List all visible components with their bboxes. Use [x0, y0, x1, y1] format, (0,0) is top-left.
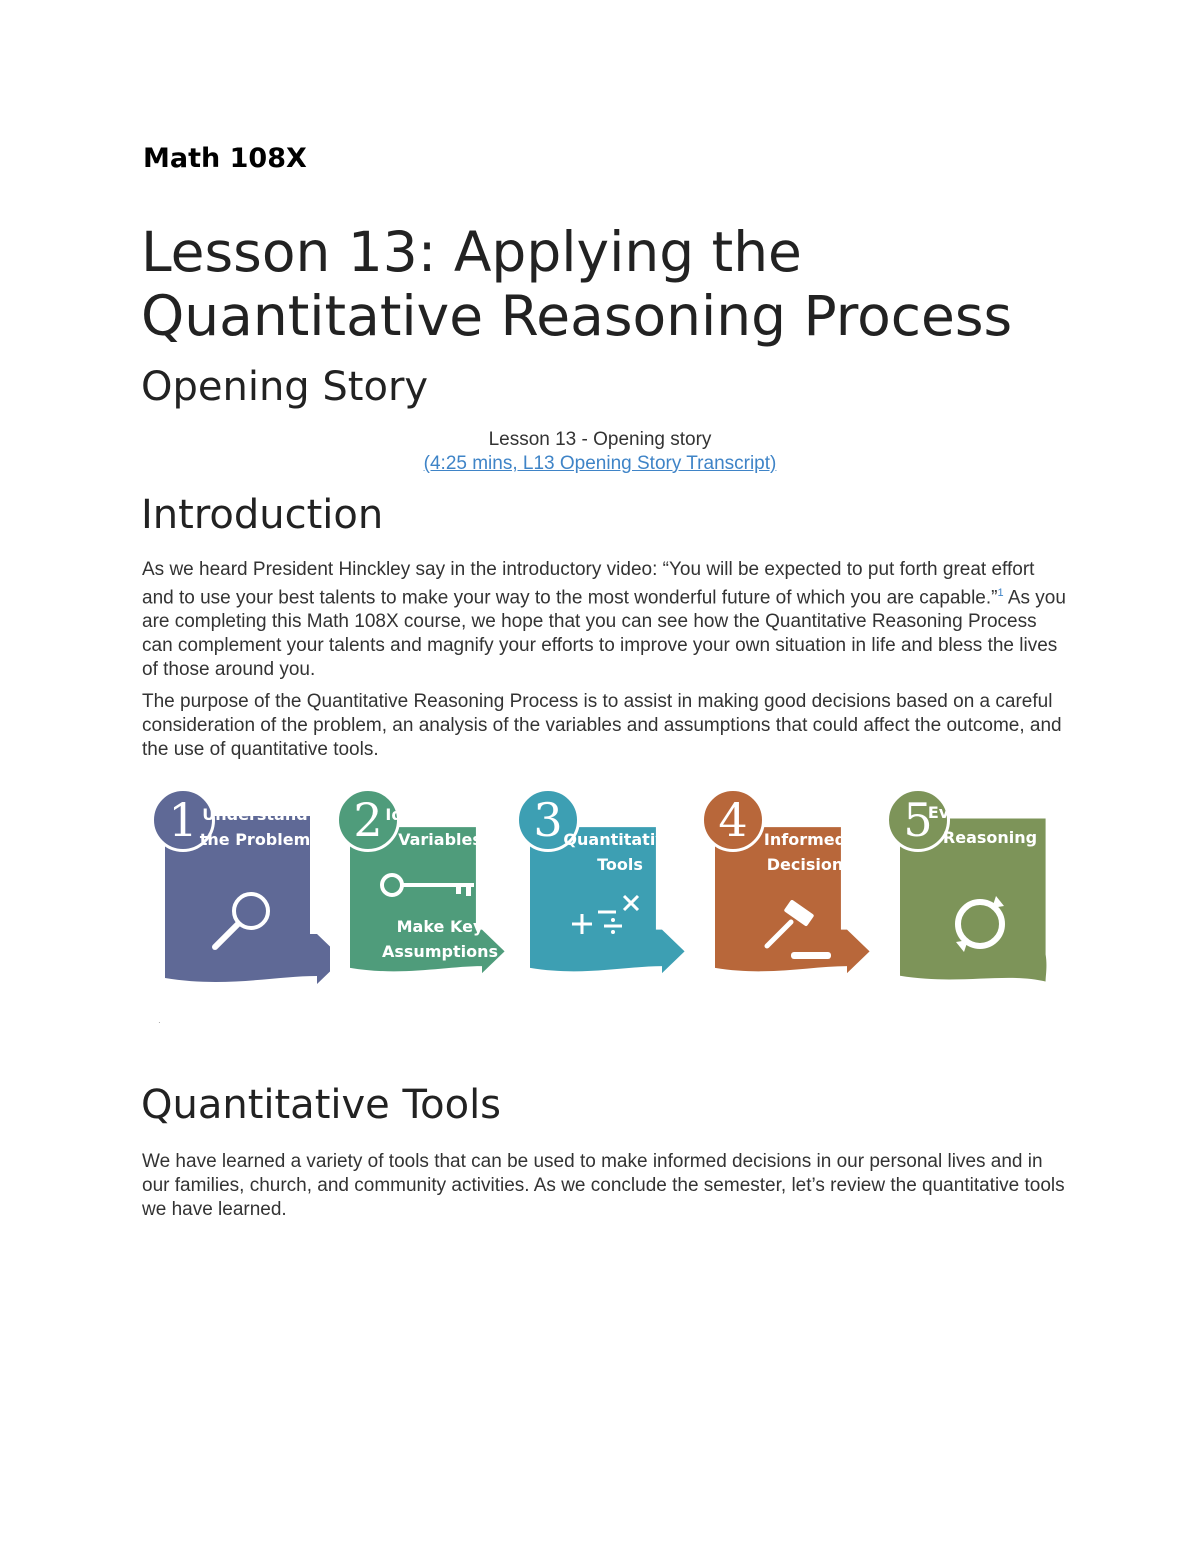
quantitative-tools-paragraph: We have learned a variety of tools that can be used to make informed decisions in our personal lives and in our families, church, and community activities. As we conclude the semester, let’s review the quantitative tools we have learned. — [142, 1151, 1065, 1220]
step-3 — [510, 782, 695, 992]
step-4-number: 4 — [701, 788, 765, 852]
gavel-icon — [755, 900, 835, 965]
step-2-label: Identify Key Variables — [385, 805, 495, 849]
step-4-label: Make an Informed Decision — [763, 805, 847, 874]
step-1 — [145, 782, 330, 992]
magnifying-glass-icon — [205, 887, 285, 957]
step-2 — [330, 782, 515, 992]
introduction-paragraph-2: The purpose of the Quantitative Reasoning Process is to assist in making good decisions based on a careful consideration of the problem, an analysis of the variables and assumptions that could affect the outcome, and the use of quantitative tools. — [142, 691, 1062, 760]
key-icon — [378, 870, 488, 900]
footnote-link[interactable]: 1 — [997, 586, 1004, 599]
cycle-arrows-icon — [950, 894, 1010, 954]
quantitative-tools-heading: Quantitative Tools — [141, 1082, 502, 1128]
step-2-sublabel: Make Key Assumptions — [382, 917, 498, 961]
opening-story-heading: Opening Story — [141, 364, 429, 410]
step-3-number: 3 — [516, 788, 580, 852]
course-name: Math 108X — [143, 143, 307, 174]
introduction-paragraph-1 — [142, 558, 1067, 681]
step-2-number: 2 — [336, 788, 400, 852]
video-title: Lesson 13 - Opening story — [488, 429, 712, 450]
lesson-title: Lesson 13: Applying the Quantitative Reasoning Process — [141, 220, 1013, 348]
step-1-label: Understand the Problem — [199, 805, 311, 849]
step-5-label: Evaluate Your Reasoning — [927, 803, 1053, 847]
step-5-number: 5 — [886, 788, 950, 852]
transcript-link[interactable]: (4:25 mins, L13 Opening Story Transcript) — [423, 453, 777, 474]
step-3-label: Apply Quantitative Tools — [563, 805, 677, 874]
intro-text-before-footnote: As we heard President Hinckley say in the introductory video: “You will be expected to put forth great effort and to use your best talents to make your way to the most wonderful future of which you are capable.” — [142, 559, 1035, 609]
qr-process-graphic — [140, 782, 1065, 992]
step-5 — [880, 782, 1065, 992]
introduction-heading: Introduction — [141, 492, 384, 538]
video-block — [0, 428, 1200, 476]
step-1-number: 1 — [151, 788, 215, 852]
math-operators-icon — [568, 892, 648, 942]
intro-text-after-footnote: As you are completing this Math 108X course, we hope that you can see how the Quantitative Reasoning Process can complement your talents and magnify your efforts to improve your own situation in life and bless the lives of those around you. — [142, 587, 1066, 680]
image-caption-mark: · — [158, 1018, 161, 1027]
step-4 — [695, 782, 880, 992]
